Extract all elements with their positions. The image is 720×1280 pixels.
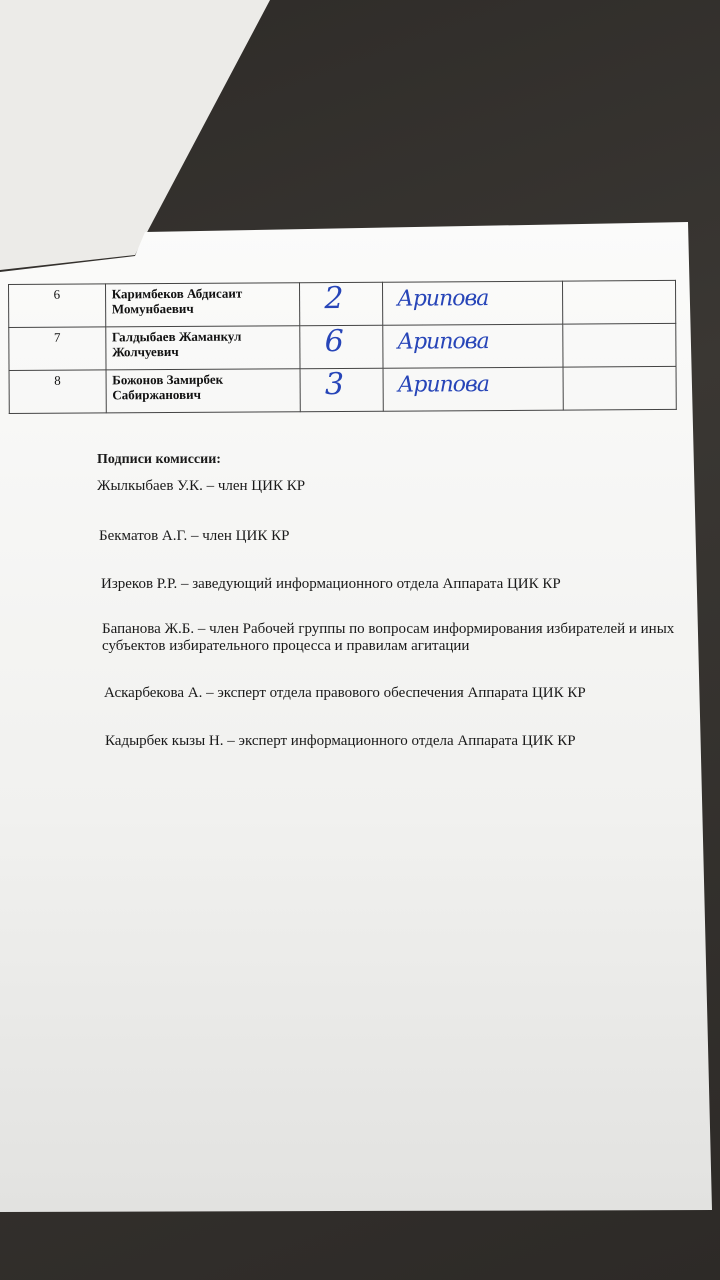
results-table <box>8 280 677 414</box>
row-number: 7 <box>9 327 106 371</box>
handwritten-signature: Арипова <box>397 286 489 312</box>
row-number: 6 <box>9 284 106 328</box>
handwritten-number: 6 <box>324 323 344 360</box>
commission-member: Кадырбек кызы Н. – эксперт информационного отдела Аппарата ЦИК КР <box>105 733 576 749</box>
commission-member: Бапанова Ж.Б. – член Рабочей группы по вопросам информирования избирателей и иных <box>102 621 675 637</box>
candidate-name: Божонов Замирбек Сабиржанович <box>106 369 301 413</box>
mark-cell <box>300 325 383 369</box>
row-number: 8 <box>9 370 106 414</box>
empty-cell <box>563 280 676 324</box>
commission-member: Аскарбекова А. – эксперт отдела правового обеспечения Аппарата ЦИК КР <box>104 685 586 701</box>
handwritten-signature: Арипова <box>397 329 489 355</box>
commission-heading: Подписи комиссии: <box>97 452 221 467</box>
signature-cell <box>383 281 564 325</box>
empty-cell <box>563 323 676 367</box>
commission-member-continued: субъектов избирательного процесса и правилам агитации <box>102 638 470 654</box>
table-row <box>9 280 676 327</box>
mark-cell <box>300 282 383 326</box>
handwritten-number: 3 <box>324 366 345 403</box>
empty-cell <box>563 366 676 410</box>
mark-cell <box>300 368 383 412</box>
signature-cell <box>383 324 564 368</box>
handwritten-signature: Арипова <box>397 372 489 398</box>
commission-member: Жылкыбаев У.К. – член ЦИК КР <box>97 478 306 494</box>
candidate-name: Каримбеков Абдисаит Момунбаевич <box>105 283 300 327</box>
table-row <box>9 366 676 413</box>
candidate-name: Галдыбаев Жаманкул Жолчуевич <box>105 326 300 370</box>
table-row <box>9 323 676 370</box>
handwritten-number: 2 <box>324 280 344 317</box>
commission-member: Изреков Р.Р. – заведующий информационного отдела Аппарата ЦИК КР <box>101 576 561 592</box>
commission-member: Бекматов А.Г. – член ЦИК КР <box>99 528 290 544</box>
signature-cell <box>383 367 564 411</box>
